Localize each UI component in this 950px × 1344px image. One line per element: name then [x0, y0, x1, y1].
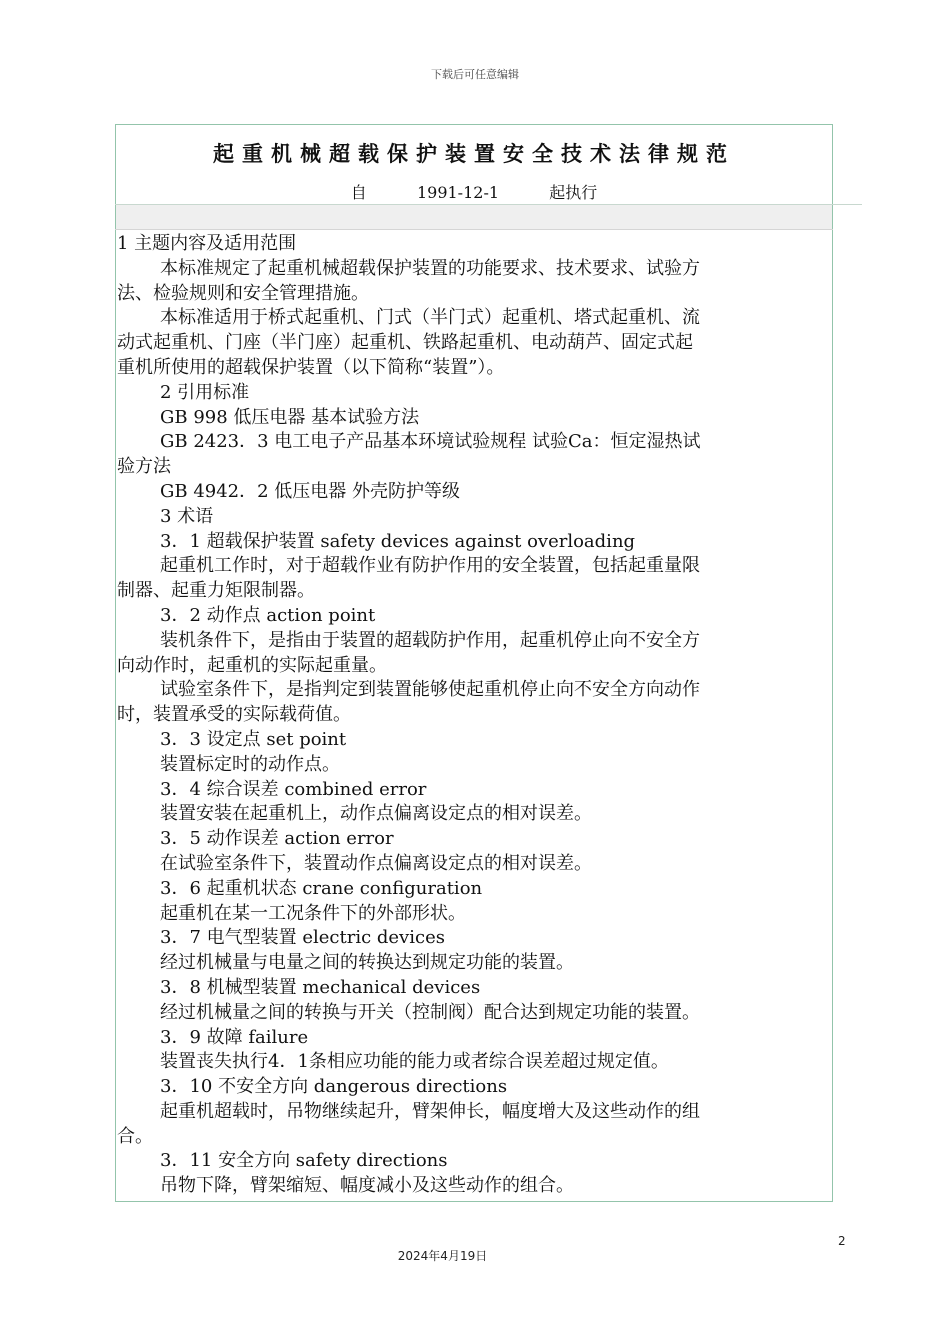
body-line: 经过机械量之间的转换与开关（控制阀）配合达到规定功能的装置。	[160, 1001, 700, 1023]
date-prefix: 自	[350, 183, 367, 202]
body-line: 3．9 故障 failure	[160, 1026, 309, 1048]
body-line: 时，装置承受的实际载荷值。	[117, 704, 351, 726]
date-suffix: 起执行	[549, 183, 598, 202]
body-line: 向动作时，起重机的实际起重量。	[117, 654, 387, 676]
document-body	[117, 232, 833, 1199]
body-line: 装机条件下，是指由于装置的超载防护作用，起重机停止向不安全方	[160, 629, 700, 651]
body-divider	[115, 229, 833, 230]
header-note: 下载后可任意编辑	[431, 68, 519, 81]
body-line: 3．8 机械型装置 mechanical devices	[160, 976, 481, 998]
body-line: 2 引用标准	[160, 381, 250, 403]
header-band	[116, 205, 832, 229]
body-line: 装置标定时的动作点。	[160, 753, 340, 775]
body-line: 3．7 电气型装置 electric devices	[160, 927, 445, 949]
body-line: 3．11 安全方向 safety directions	[160, 1150, 448, 1172]
body-line: 本标准规定了起重机械超载保护装置的功能要求、技术要求、试验方	[160, 257, 700, 279]
body-line: GB 2423．3 电工电子产品基本环境试验规程 试验Ca：恒定湿热试	[160, 431, 701, 453]
page-number: 2	[838, 1234, 846, 1248]
body-line: 起重机在某一工况条件下的外部形状。	[160, 902, 466, 924]
body-line: 装置丧失执行4．1条相应功能的能力或者综合误差超过规定值。	[160, 1051, 669, 1073]
body-line: 3．3 设定点 set point	[160, 728, 347, 750]
body-line: 3．2 动作点 action point	[160, 604, 376, 626]
body-line: 1 主题内容及适用范围	[117, 233, 297, 254]
body-line: 3．5 动作误差 action error	[160, 828, 394, 850]
body-line: 制器、起重力矩限制器。	[117, 580, 315, 602]
body-line: 法、检验规则和安全管理措施。	[117, 282, 369, 304]
document-title: 起重机械超载保护装置安全技术法律规范	[213, 142, 735, 166]
effective-date: 1991-12-1	[416, 183, 500, 202]
body-line: 起重机工作时，对于超载作业有防护作用的安全装置，包括起重量限	[160, 555, 700, 577]
body-line: 验方法	[117, 456, 171, 478]
body-line: 在试验室条件下，装置动作点偏离设定点的相对误差。	[160, 852, 592, 874]
body-line: 吊物下降，臂架缩短、幅度减小及这些动作的组合。	[160, 1175, 574, 1197]
footer-date: 2024年4月19日	[397, 1249, 488, 1263]
body-line: 装置安装在起重机上，动作点偏离设定点的相对误差。	[160, 803, 592, 825]
body-line: 3．4 综合误差 combined error	[160, 778, 427, 800]
body-line: 动式起重机、门座（半门座）起重机、铁路起重机、电动葫芦、固定式起	[117, 332, 693, 354]
body-line: 3 术语	[160, 505, 214, 527]
body-line: 3．6 起重机状态 crane configuration	[160, 877, 483, 899]
body-line: 试验室条件下，是指判定到装置能够使起重机停止向不安全方向动作	[160, 679, 700, 701]
body-line: GB 998 低压电器 基本试验方法	[160, 406, 420, 428]
body-line: GB 4942．2 低压电器 外壳防护等级	[160, 480, 461, 502]
body-line: 本标准适用于桥式起重机、门式（半门式）起重机、塔式起重机、流	[160, 307, 700, 329]
effective-date-line	[115, 180, 833, 203]
body-line: 合。	[117, 1125, 153, 1147]
body-line: 3．1 超载保护装置 safety devices against overloading	[160, 530, 636, 552]
body-line: 经过机械量与电量之间的转换达到规定功能的装置。	[160, 952, 574, 974]
body-line: 3．10 不安全方向 dangerous directions	[160, 1076, 508, 1098]
body-line: 重机所使用的超载保护装置（以下简称“装置”）。	[117, 356, 505, 378]
body-line: 起重机超载时，吊物继续起升，臂架伸长，幅度增大及这些动作的组	[160, 1100, 700, 1122]
